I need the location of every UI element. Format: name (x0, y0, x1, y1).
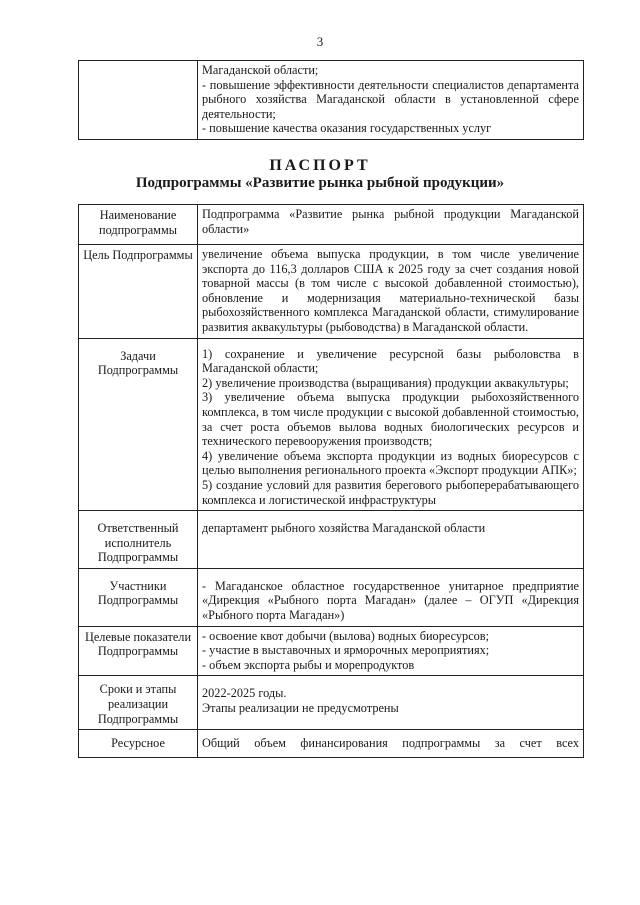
text-line: Общий объем финансирования подпрограммы за счет всех (202, 736, 579, 751)
text-line: Магаданской области; (202, 63, 319, 77)
row-label: Участники Подпрограммы (79, 568, 198, 626)
page-number: 3 (316, 34, 324, 49)
row-label: Сроки и этапы реализации Подпрограммы (79, 676, 198, 730)
row-value (198, 730, 584, 758)
row-value (198, 338, 584, 511)
value-cell (198, 61, 584, 140)
row-value (198, 245, 584, 339)
table-row (79, 511, 584, 569)
text-line: - объем экспорта рыбы и морепродуктов (202, 657, 415, 672)
row-value (198, 205, 584, 245)
table-row (79, 730, 584, 758)
passport-subtitle: Подпрограммы «Развитие рынка рыбной продукции» (135, 175, 505, 191)
table-row (79, 676, 584, 730)
text-line: - повышение эффективности деятельности специалистов департамента рыбного хозяйства Магаданской области в установленной сфере деятельности; (202, 77, 579, 121)
text-line: 5) создание условий для развития берегового рыбоперерабатывающего комплекса и логистической инфраструктуры (202, 477, 579, 507)
row-label: Целевые показатели Подпрограммы (79, 626, 198, 676)
row-label: Цель Подпрограммы (79, 245, 198, 339)
text-line: 4) увеличение объема экспорта продукции из водных биоресурсов с целью выполнения регионального проекта «Экспорт продукции АПК»; (202, 448, 579, 478)
row-label: Ресурсное (79, 730, 198, 758)
text-line: 3) увеличение объема выпуска продукции рыбохозяйственного комплекса, в том числе продукции с высокой добавленной стоимостью, за счет роста объемов вылова водных биологических ресурсов и технического перевооружения производств; (202, 390, 579, 449)
text-line: - повышение качества оказания государственных услуг (202, 121, 492, 136)
table-row (79, 245, 584, 339)
row-value (198, 626, 584, 676)
continued-table (78, 60, 584, 140)
table-row (79, 338, 584, 511)
text-line: Подпрограмма «Развитие рынка рыбной продукции Магаданской области» (202, 207, 579, 236)
table-row (79, 568, 584, 626)
row-label: Наименование подпрограммы (79, 205, 198, 245)
text-line: - освоение квот добычи (вылова) водных биоресурсов; (202, 628, 490, 643)
row-value (198, 568, 584, 626)
table-row (79, 205, 584, 245)
passport-table (78, 204, 584, 758)
table-row (79, 61, 584, 140)
text-line: Этапы реализации не предусмотрены (202, 701, 399, 716)
label-cell (79, 61, 198, 140)
table-row (79, 626, 584, 676)
text-line: департамент рыбного хозяйства Магаданской области (202, 521, 486, 536)
text-line: - Магаданское областное государственное унитарное предприятие «Дирекция «Рыбного порта Магадан» (далее – ОГУП «Дирекция «Рыбного порта Магадан») (202, 578, 579, 623)
text-line: увеличение объема выпуска продукции, в том числе увеличение экспорта до 116,3 долларов США к 2025 году за счет создания новой товарной массы (в том числе с высокой добавленной стоимостью), обновление и модернизация материально-технической базы рыбохозяйственного комплекса Магаданской области, стимулирование развития аквакультуры (рыбоводства) в Магаданской области. (202, 247, 579, 334)
row-label: Задачи Подпрограммы (79, 338, 198, 511)
passport-title: ПАСПОРТ (269, 157, 371, 174)
text-line: 1) сохранение и увеличение ресурсной базы рыболовства в Магаданской области; (202, 346, 579, 376)
row-label: Ответственный исполнитель Подпрограммы (79, 511, 198, 569)
text-line: 2) увеличение производства (выращивания) продукции аквакультуры; (202, 375, 569, 390)
text-line: 2022-2025 годы. (202, 686, 287, 701)
text-line: - участие в выставочных и ярморочных мероприятиях; (202, 643, 490, 658)
row-value (198, 511, 584, 569)
row-value (198, 676, 584, 730)
